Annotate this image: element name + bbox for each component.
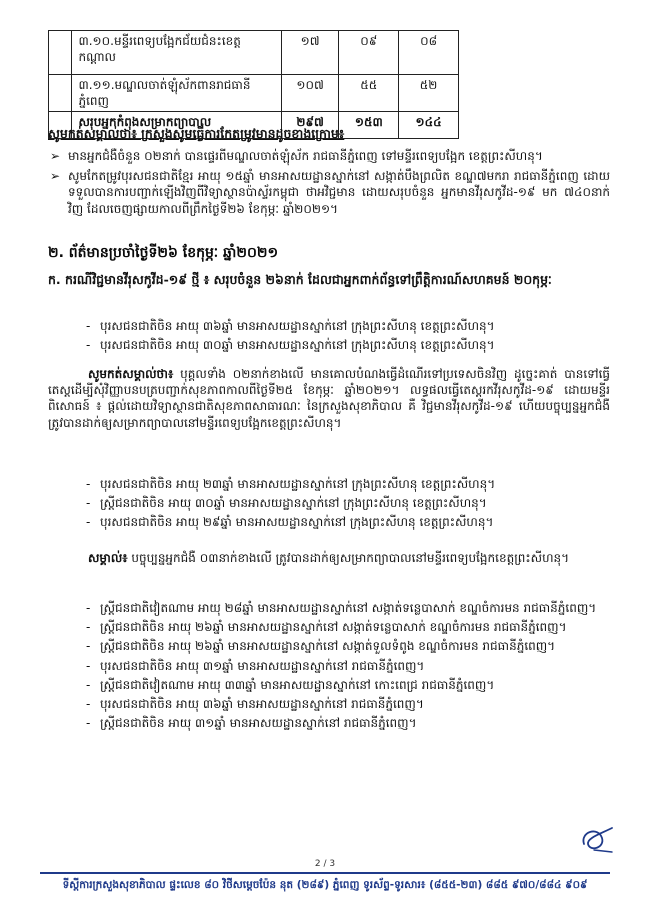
note-paragraph: សូមកត់សម្គាល់ថា៖ បុគ្គលទាំង ០២នាក់ខាងលើ មានគោលបំណងធ្វើដំណើរទៅប្រទេសចិនវិញ ដូច្នេះគាត់ បានទៅធ្វើតេស្តដើម្បីសុំវិញ្ញាបនបត្របញ្ជាក់សុខភាពកាលពីថ្ងៃទី២៥ ខែកុម្ភៈ ឆ្នាំ២០២១។ លទ្ធផលធ្វើតេស្តរកវីរុសកូវីដ-១៩ ដោយមន្ទីរពិសោធន៍ ៖ ផ្តល់ដោយវិទ្យាស្ថានជាតិសុខភាពសាធារណៈ នៃក្រសួងសុខាភិបាល គឺ វិជ្ជមានវីរុសកូវីដ-១៩ ហើយបច្ចុប្បន្នអ្នកជំងឺត្រូវបានដាក់ឲ្យសម្រាកព្យាបាលនៅមន្ទីរពេទ្យបង្អែកខេត្តព្រះសីហនុ។ bbox=[48, 367, 610, 430]
table-total-all: ២៩៧ bbox=[281, 112, 339, 139]
note-heading: សូមកត់សម្គាល់ថា៖ ក្រសួងសូមធ្វើការកែតម្រូវមានដូចខាងក្រោម៖ bbox=[48, 126, 345, 141]
list-item: ➢ មានអ្នកជំងឺចំនួន ០២នាក់ បានផ្ទេរពីមណ្ឌលចាត់ឡុំស័ក រាជធានីភ្នំពេញ ទៅមន្ទីរពេទ្យបង្អែក ខេត្តព្រះសីហនុ។ bbox=[50, 149, 543, 163]
arrow-bullet-icon: ➢ bbox=[50, 149, 61, 163]
table-total-female: ១៤៤ bbox=[399, 112, 459, 139]
list-item: - បុរសជនជាតិចិន អាយុ ៣៦ឆ្នាំ មានអាសយដ្ឋានស្នាក់នៅ ក្រុងព្រះសីហនុ ខេត្តព្រះសីហនុ។ bbox=[86, 319, 495, 333]
table-cell-no bbox=[49, 31, 72, 75]
hospital-table bbox=[48, 30, 459, 139]
table-cell-total: ១០៧ bbox=[281, 75, 339, 112]
list-item: - ស្ត្រីជនជាតិចិន អាយុ ២៦ឆ្នាំ មានអាសយដ្ឋានស្នាក់នៅ សង្កាត់ទួលទំពូង ខណ្ឌចំការមន រាជធានីភ្នំពេញ។ bbox=[86, 639, 556, 654]
list-item: - ស្ត្រីជនជាតិវៀតណាម អាយុ ៣៣ឆ្នាំ មានអាសយដ្ឋានស្នាក់នៅ កោះពេជ្រ រាជធានីភ្នំពេញ។ bbox=[86, 677, 495, 692]
list-item: - បុរសជនជាតិចិន អាយុ ៣១ឆ្នាំ មានអាសយដ្ឋានស្នាក់នៅ រាជធានីភ្នំពេញ។ bbox=[86, 658, 425, 673]
case-list-2 bbox=[86, 476, 606, 534]
list-item: ➢ សូមកែតម្រូវបុរសជនជាតិខ្មែរ អាយុ ១៥ឆ្នាំ មានអាសយដ្ឋានស្នាក់នៅ សង្កាត់បឹងព្រលិត ខណ្ឌ៧មករា រាជធានីភ្នំពេញ ដោយទទួលបានការបញ្ជាក់ឡើងវិញពីវិទ្យាស្ថានប៉ាស្ទ័រកម្ពុជា ថាអវិជ្ជមាន ដោយសរុបចំនួន អ្នកមានវីរុសកូវីដ-១៩ មក ៧៤០នាក់វិញ ដែលចេញផ្សាយកាលពីព្រឹកថ្ងៃទី២៦ ខែកុម្ភៈ ឆ្នាំ២០២១។ bbox=[50, 169, 610, 216]
list-item: - ស្ត្រីជនជាតិចិន អាយុ ៣១ឆ្នាំ មានអាសយដ្ឋានស្នាក់នៅ រាជធានីភ្នំពេញ។ bbox=[86, 716, 417, 731]
signature-mark bbox=[578, 822, 618, 858]
section-2-title: ២. ព័ត៌មានប្រចាំថ្ងៃទី២៦ ខែកុម្ភៈ ឆ្នាំ២០២១ bbox=[48, 245, 279, 261]
list-item: - បុរសជនជាតិចិន អាយុ ២៣ឆ្នាំ មានអាសយដ្ឋានស្នាក់នៅ ក្រុងព្រះសីហនុ ខេត្តព្រះសីហនុ។ bbox=[86, 477, 496, 491]
list-item: - ស្ត្រីជនជាតិវៀតណាម អាយុ ២៨ឆ្នាំ មានអាសយដ្ឋានស្នាក់នៅ សង្កាត់ទន្លេបាសាក់ ខណ្ឌចំការមន រាជធានីភ្នំពេញ។ bbox=[86, 601, 597, 615]
table-cell-female: ០៨ bbox=[399, 31, 459, 75]
list-item: - បុរសជនជាតិចិន អាយុ ២៩ឆ្នាំ មានអាសយដ្ឋានស្នាក់នៅ ក្រុងព្រះសីហនុ ខេត្តព្រះសីហនុ។ bbox=[86, 515, 494, 530]
footer-address: ទីស្តីការក្រសួងសុខាភិបាល ផ្ទះលេខ ៨០ វិថីសម្តេចប៉ែន នុត (២៨៩) ភ្នំពេញ ទូរស័ព្ទ-ទូរសារ៖ (៨៥៥-២៣) ៨៨៥ ៩៧០/៨៨៤ ៩០៩ bbox=[62, 879, 588, 891]
footer-divider bbox=[40, 872, 610, 874]
table-row bbox=[49, 31, 459, 75]
arrow-bullet-icon: ➢ bbox=[50, 169, 61, 184]
list-item: - បុរសជនជាតិចិន អាយុ ៣៦ឆ្នាំ មានអាសយដ្ឋានស្នាក់នៅ រាជធានីភ្នំពេញ។ bbox=[86, 696, 424, 711]
table-row bbox=[49, 75, 459, 112]
table-cell-male: ៥៥ bbox=[339, 75, 399, 112]
table-cell-name: ៣.១០.មន្ទីរពេទ្យបង្អែកជ័យជំនះខេត្តកណ្តាល bbox=[72, 31, 281, 75]
list-item: - បុរសជនជាតិចិន អាយុ ៣០ឆ្នាំ មានអាសយដ្ឋានស្នាក់នៅ ក្រុងព្រះសីហនុ ខេត្តព្រះសីហនុ។ bbox=[86, 338, 495, 353]
table-cell-female: ៥២ bbox=[399, 75, 459, 112]
case-list-1 bbox=[86, 318, 606, 356]
table-cell-male: ០៩ bbox=[339, 31, 399, 75]
list-item: - ស្ត្រីជនជាតិចិន អាយុ ៣០ឆ្នាំ មានអាសយដ្ឋានស្នាក់នៅ ក្រុងព្រះសីហនុ ខេត្តព្រះសីហនុ។ bbox=[86, 496, 487, 511]
table-cell-name: ៣.១១.មណ្ឌលចាត់ឡុំស័កពានរាជធានីភ្នំពេញ bbox=[72, 75, 281, 112]
case-list-3 bbox=[86, 600, 606, 734]
list-item: - ស្ត្រីជនជាតិចិន អាយុ ២៦ឆ្នាំ មានអាសយដ្ឋានស្នាក់នៅ សង្កាត់ទន្លេបាសាក់ ខណ្ឌចំការមន រាជធានីភ្នំពេញ។ bbox=[86, 620, 567, 635]
subsection-a-heading: ក. ករណីវិជ្ជមានវីរុសកូវីដ-១៩ ថ្មី ៖ សរុបចំនួន ២៦នាក់ ដែលជាអ្នកពាក់ព័ន្ធទៅព្រឹត្តិការណ៍សហគមន៍ ២០កុម្ភៈ bbox=[48, 272, 552, 287]
table-total-male: ១៥៣ bbox=[339, 112, 399, 139]
note-bullet-list bbox=[50, 148, 610, 221]
remark-paragraph: សម្គាល់៖ បច្ចុប្បន្នអ្នកជំងឺ ០៣នាក់ខាងលើ ត្រូវបានដាក់ឲ្យសម្រាកព្យាបាលនៅមន្ទីរពេទ្យបង្អែកខេត្តព្រះសីហនុ។ bbox=[88, 551, 570, 565]
table-cell-no bbox=[49, 75, 72, 112]
table-total-label: សរុបអ្នកកំពុងសម្រាកព្យាបាល bbox=[72, 112, 281, 139]
table-cell-total: ១៧ bbox=[281, 31, 339, 75]
page-number: 2 / 3 bbox=[314, 859, 336, 869]
